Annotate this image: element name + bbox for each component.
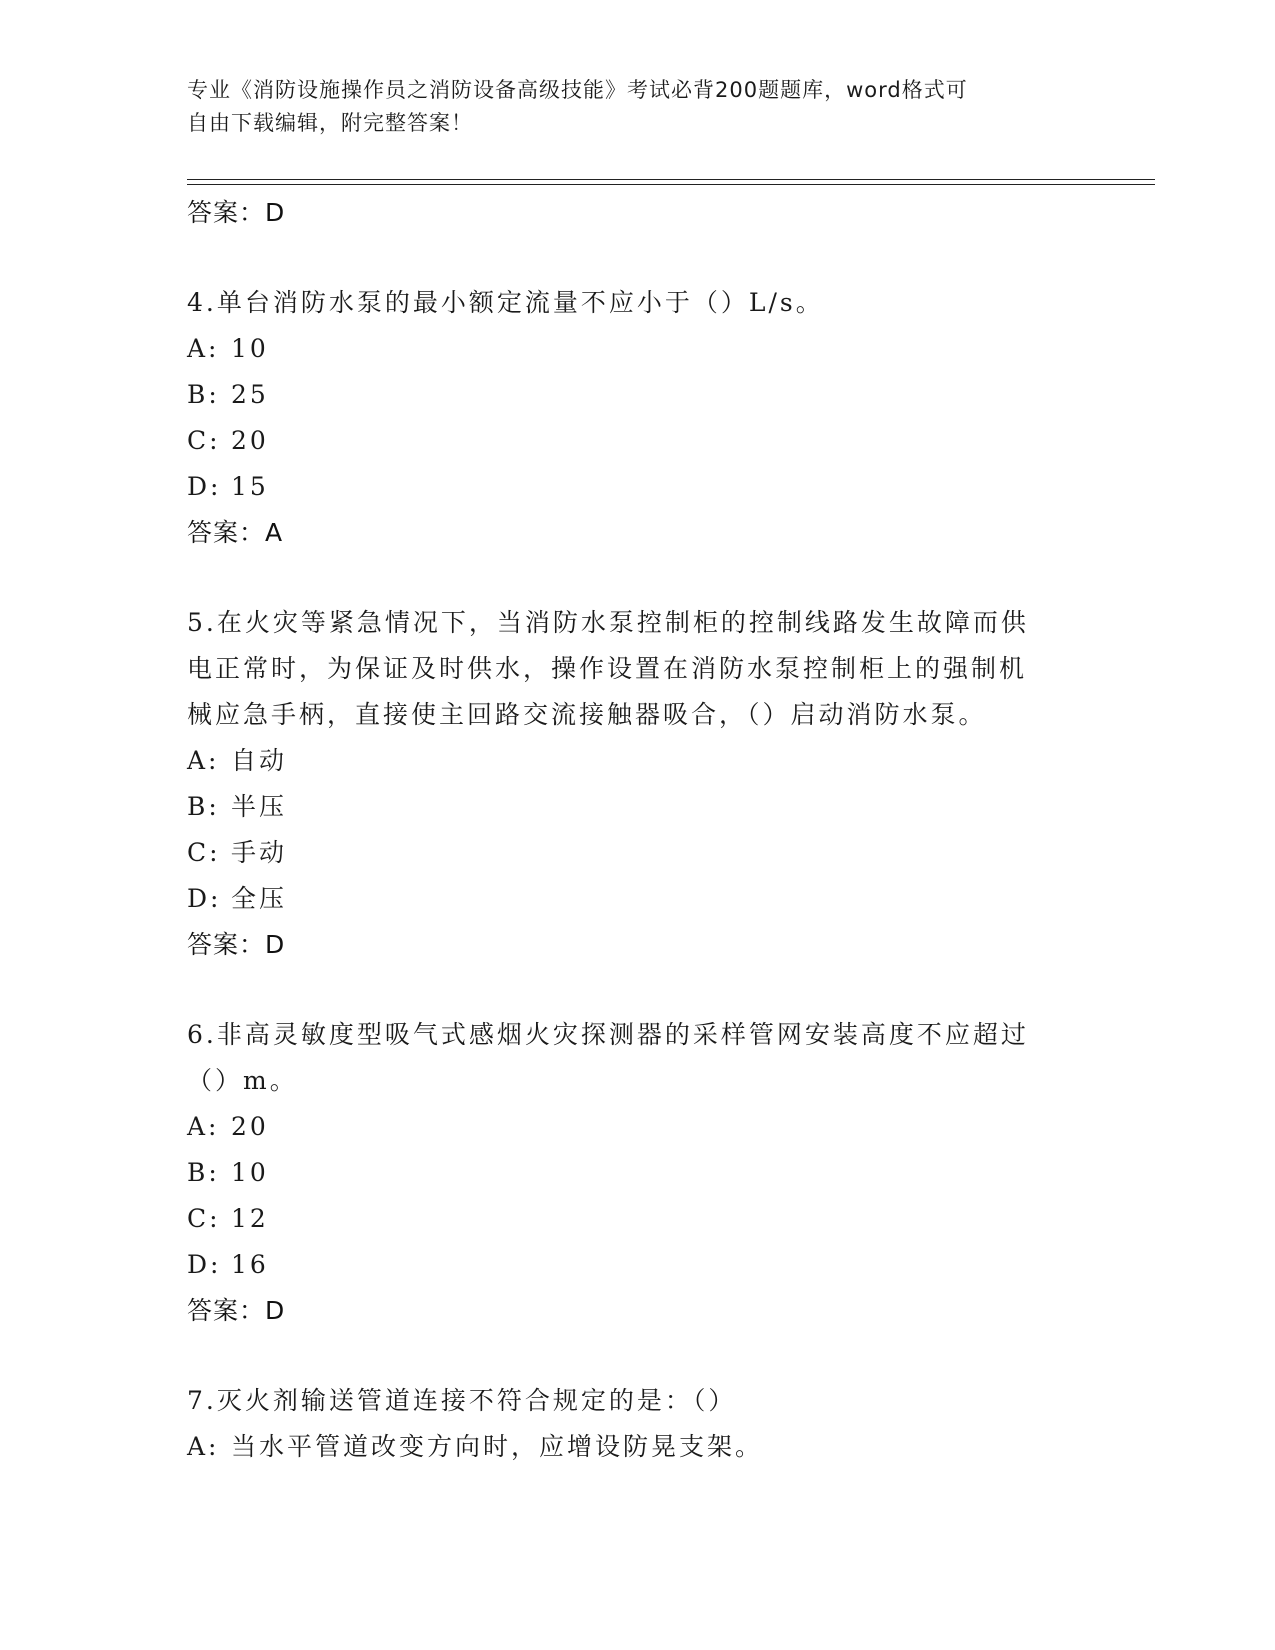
- option-label: A:: [187, 334, 220, 363]
- question-text: 5.在火灾等紧急情况下，当消防水泵控制柜的控制线路发生故障而供: [187, 608, 1029, 637]
- question-spacer: [187, 968, 1087, 1012]
- option-label: C:: [187, 426, 221, 455]
- answer-option: [187, 1424, 1087, 1470]
- header-divider-top: [187, 179, 1155, 180]
- correct-answer: 答案：A: [187, 518, 284, 547]
- answer-option: [187, 418, 1087, 464]
- option-text: 16: [231, 1250, 269, 1279]
- option-text: 自动: [231, 746, 288, 775]
- option-text: 半压: [231, 792, 288, 821]
- document-header: [187, 74, 1067, 140]
- option-label: A:: [187, 1432, 220, 1461]
- question-text: 4.单台消防水泵的最小额定流量不应小于（）L/s。: [187, 288, 824, 317]
- answer-option: [187, 1242, 1087, 1288]
- option-label: D:: [187, 884, 222, 913]
- question-text: 7.灭火剂输送管道连接不符合规定的是：（）: [187, 1386, 737, 1415]
- question-list: [187, 190, 1087, 1470]
- question-text: 械应急手柄，直接使主回路交流接触器吸合，（）启动消防水泵。: [187, 700, 987, 729]
- answer-option: [187, 326, 1087, 372]
- question-block: [187, 1012, 1087, 1334]
- answer-option: [187, 1150, 1087, 1196]
- option-label: C:: [187, 838, 221, 867]
- option-text: 10: [231, 1158, 269, 1187]
- option-label: A:: [187, 746, 220, 775]
- header-divider-bottom: [187, 184, 1155, 185]
- correct-answer: 答案：D: [187, 1296, 286, 1325]
- option-text: 20: [231, 1112, 269, 1141]
- option-label: C:: [187, 1204, 221, 1233]
- option-label: B:: [187, 380, 220, 409]
- option-label: B:: [187, 1158, 220, 1187]
- option-label: D:: [187, 472, 222, 501]
- answer-option: [187, 1196, 1087, 1242]
- option-text: 全压: [231, 884, 288, 913]
- option-text: 手动: [231, 838, 288, 867]
- question-spacer: [187, 556, 1087, 600]
- option-text: 15: [231, 472, 269, 501]
- question-text: 6.非高灵敏度型吸气式感烟火灾探测器的采样管网安装高度不应超过: [187, 1020, 1029, 1049]
- question-block: [187, 1378, 1087, 1470]
- answer-option: [187, 372, 1087, 418]
- header-line-2: 自由下载编辑，附完整答案！: [187, 111, 473, 135]
- question-spacer: [187, 236, 1087, 280]
- answer-option: [187, 464, 1087, 510]
- answer-option: [187, 830, 1087, 876]
- question-block: [187, 280, 1087, 556]
- option-text: 12: [231, 1204, 269, 1233]
- correct-answer: 答案：D: [187, 930, 286, 959]
- question-spacer: [187, 1334, 1087, 1378]
- answer-option: [187, 876, 1087, 922]
- answer-option: [187, 784, 1087, 830]
- option-text: 10: [231, 334, 269, 363]
- option-label: A:: [187, 1112, 220, 1141]
- option-text: 当水平管道改变方向时，应增设防晃支架。: [231, 1432, 764, 1461]
- option-label: D:: [187, 1250, 222, 1279]
- option-text: 25: [231, 380, 269, 409]
- previous-answer: 答案：D: [187, 198, 286, 227]
- question-text: 电正常时，为保证及时供水，操作设置在消防水泵控制柜上的强制机: [187, 654, 1028, 683]
- answer-option: [187, 1104, 1087, 1150]
- option-text: 20: [231, 426, 269, 455]
- option-label: B:: [187, 792, 220, 821]
- question-text: （）m。: [187, 1066, 298, 1095]
- question-block: [187, 600, 1087, 968]
- answer-option: [187, 738, 1087, 784]
- header-line-1: 专业《消防设施操作员之消防设备高级技能》考试必背200题题库，word格式可: [187, 78, 968, 102]
